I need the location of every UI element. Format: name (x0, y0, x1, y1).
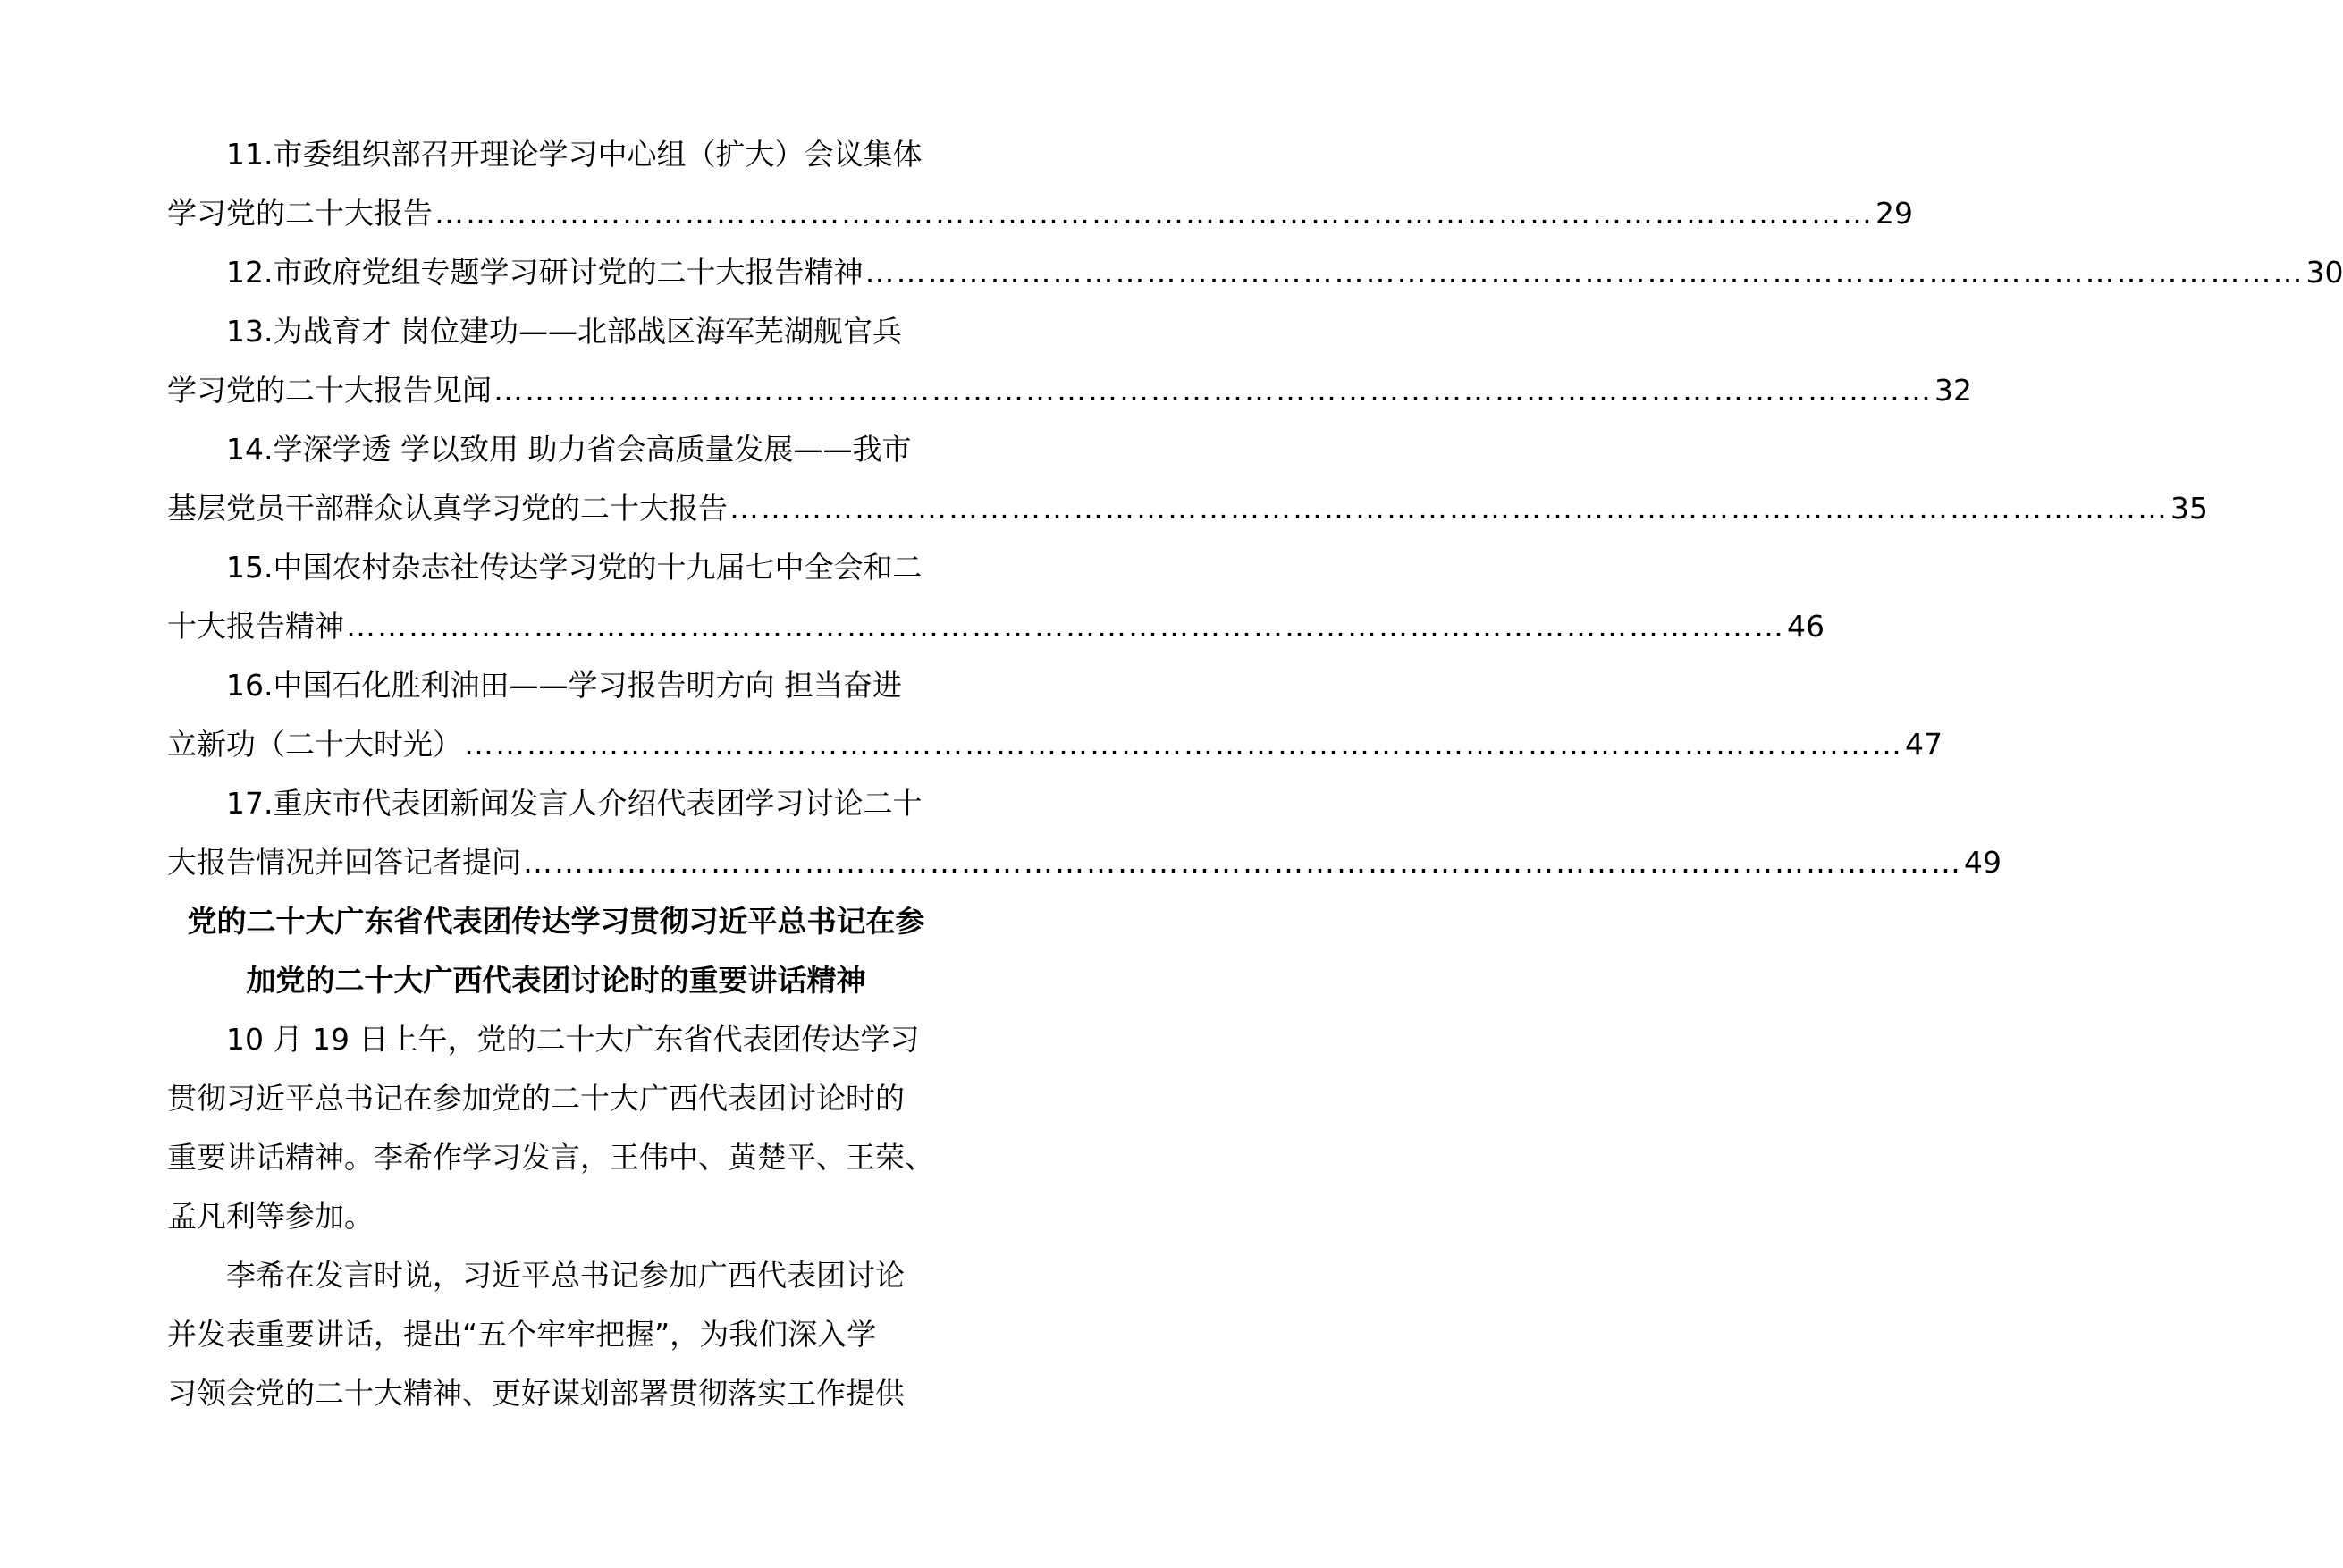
toc-entry-16-page: 47 (1905, 727, 1943, 762)
article-title-line-2: 加党的二十大广西代表团讨论时的重要讲话精神 (246, 963, 866, 998)
toc-entry-17-line1 (167, 774, 945, 833)
toc-entry-12-title: 12.市政府党组专题学习研讨党的二十大报告精神 (226, 255, 864, 290)
toc-entry-16-title-end: 立新功（二十大时光） (167, 727, 462, 762)
toc-entry-16-line2[interactable] (167, 715, 1943, 774)
dot-leader: ………………………………………………………………………………………………………………………… (346, 609, 1785, 644)
toc-entry-13-page: 32 (1934, 373, 1972, 408)
toc-entry-17-title-start: 17.重庆市代表团新闻发言人介绍代表团学习讨论二十 (226, 786, 923, 821)
toc-entry-14-title-end: 基层党员干部群众认真学习党的二十大报告 (167, 491, 728, 526)
dot-leader: ………………………………………………………………………………………………………………………… (464, 727, 1903, 762)
toc-entry-17-page: 49 (1964, 845, 2002, 880)
paragraph-2-line-2: 并发表重要讲话，提出“五个牢牢把握”，为我们深入学 (167, 1317, 877, 1352)
toc-entry-16-line1 (167, 656, 945, 715)
toc-entry-15-title-start: 15.中国农村杂志社传达学习党的十九届七中全会和二 (226, 550, 923, 585)
toc-entry-15-page: 46 (1787, 609, 1825, 644)
toc-entry-11-title-end: 学习党的二十大报告 (167, 196, 433, 231)
toc-entry-16-title-start: 16.中国石化胜利油田——学习报告明方向 担当奋进 (226, 668, 902, 703)
toc-entry-17-line2[interactable] (167, 833, 2002, 892)
article-title-line-1: 党的二十大广东省代表团传达学习贯彻习近平总书记在参 (187, 904, 925, 939)
toc-entry-15-line2[interactable] (167, 597, 1825, 656)
paragraph-1-line-1: 10 月 19 日上午，党的二十大广东省代表团传达学习 (226, 1022, 920, 1057)
dot-leader: ………………………………………………………………………………………………………………………… (434, 196, 1874, 231)
paragraph-1-line-3: 重要讲话精神。李希作学习发言，王伟中、黄楚平、王荣、 (167, 1140, 934, 1175)
toc-entry-14-line1 (167, 420, 945, 479)
toc-entry-14-line2[interactable] (167, 479, 2208, 538)
toc-entry-11-page: 29 (1875, 196, 1913, 231)
toc-entry-11-title-start: 11.市委组织部召开理论学习中心组（扩大）会议集体 (226, 137, 923, 172)
dot-leader: ………………………………………………………………………………………………………………………… (523, 845, 1962, 880)
toc-entry-11-line2[interactable] (167, 184, 1913, 243)
toc-entry-13-line2[interactable] (167, 361, 1972, 420)
toc-entry-17-title-end: 大报告情况并回答记者提问 (167, 845, 521, 880)
paragraph-2-line-1: 李希在发言时说，习近平总书记参加广西代表团讨论 (226, 1258, 905, 1293)
document-page (167, 125, 2343, 1423)
toc-entry-13-title-end: 学习党的二十大报告见闻 (167, 373, 492, 408)
toc-entry-14-title-start: 14.学深学透 学以致用 助力省会高质量发展——我市 (226, 432, 912, 467)
toc-entry-13-title-start: 13.为战育才 岗位建功——北部战区海军芜湖舰官兵 (226, 314, 902, 349)
paragraph-2-line-3: 习领会党的二十大精神、更好谋划部署贯彻落实工作提供 (167, 1376, 905, 1411)
paragraph-1-line-2: 贯彻习近平总书记在参加党的二十大广西代表团讨论时的 (167, 1081, 905, 1116)
toc-entry-15-title-end: 十大报告精神 (167, 609, 344, 644)
dot-leader: ………………………………………………………………………………………………………………………… (729, 491, 2169, 526)
toc-entry-15-line1 (167, 538, 945, 597)
toc-entry-11-line1 (167, 125, 945, 184)
toc-entry-14-page: 35 (2170, 491, 2208, 526)
dot-leader: ………………………………………………………………………………………………………………………… (493, 373, 1933, 408)
dot-leader: ………………………………………………………………………………………………………………………… (864, 255, 2305, 290)
toc-entry-13-line1 (167, 302, 945, 361)
paragraph-1-line-4: 孟凡利等参加。 (167, 1199, 374, 1234)
toc-entry-12-line1[interactable] (167, 243, 2343, 302)
toc-entry-12-page: 30 (2305, 255, 2343, 290)
